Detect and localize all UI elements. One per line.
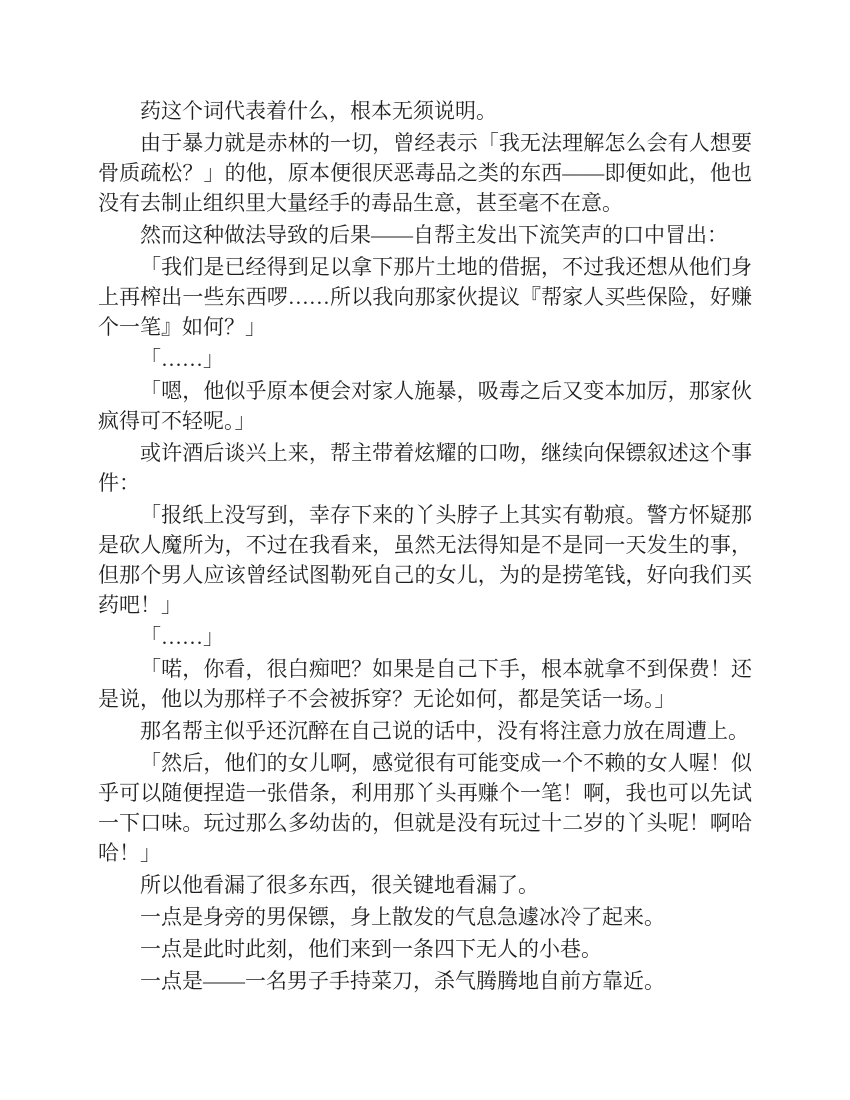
- paragraph: 一点是——一名男子手持菜刀，杀气腾腾地自前方靠近。: [140, 969, 665, 993]
- paragraph: 一点是此时此刻，他们来到一条四下无人的小巷。: [140, 937, 602, 961]
- paragraph: 「嗯，他似乎原本便会对家人施暴，吸毒之后又变本加厉，那家伙疯得可不轻呢。」: [98, 379, 752, 433]
- paragraph: 「我们是已经得到足以拿下那片土地的借据，不过我还想从他们身上再榨出一些东西啰……所以我向那家伙提议『帮家人买些保险，好赚个一笔』如何？」: [98, 255, 752, 339]
- paragraph: 一点是身旁的男保镖，身上散发的气息急遽冰冷了起来。: [140, 905, 665, 929]
- paragraph: 由于暴力就是赤林的一切，曾经表示「我无法理解怎么会有人想要骨质疏松？」的他，原本便很厌恶毒品之类的东西——即便如此，他也没有去制止组织里大量经手的毒品生意，甚至毫不在意。: [98, 131, 752, 215]
- paragraph: 那名帮主似乎还沉醉在自己说的话中，没有将注意力放在周遭上。: [140, 719, 749, 743]
- paragraph: 或许酒后谈兴上来，帮主带着炫耀的口吻，继续向保镖叙述这个事件：: [98, 441, 752, 495]
- paragraph: 然而这种做法导致的后果——自帮主发出下流笑声的口中冒出：: [140, 223, 728, 247]
- paragraph: 药这个词代表着什么，根本无须说明。: [140, 99, 497, 123]
- paragraph: 「……」: [140, 625, 224, 649]
- novel-text-block: [98, 96, 752, 998]
- paragraph: 「然后，他们的女儿啊，感觉很有可能变成一个不赖的女人喔！似乎可以随便捏造一张借条，利用那丫头再赚个一笔！啊，我也可以先试一下口味。玩过那么多幼齿的，但就是没有玩过十二岁的丫头呢！啊哈哈！」: [98, 751, 752, 865]
- paragraph: 所以他看漏了很多东西，很关键地看漏了。: [140, 873, 539, 897]
- paragraph: 「喏，你看，很白痴吧？如果是自己下手，根本就拿不到保费！还是说，他以为那样子不会被拆穿？无论如何，都是笑话一场。」: [98, 657, 752, 711]
- paragraph: 「报纸上没写到，幸存下来的丫头脖子上其实有勒痕。警方怀疑那是砍人魔所为，不过在我看来，虽然无法得知是不是同一天发生的事，但那个男人应该曾经试图勒死自己的女儿，为的是捞笔钱，好向我们买药吧！」: [98, 503, 752, 617]
- paragraph: 「……」: [140, 347, 224, 371]
